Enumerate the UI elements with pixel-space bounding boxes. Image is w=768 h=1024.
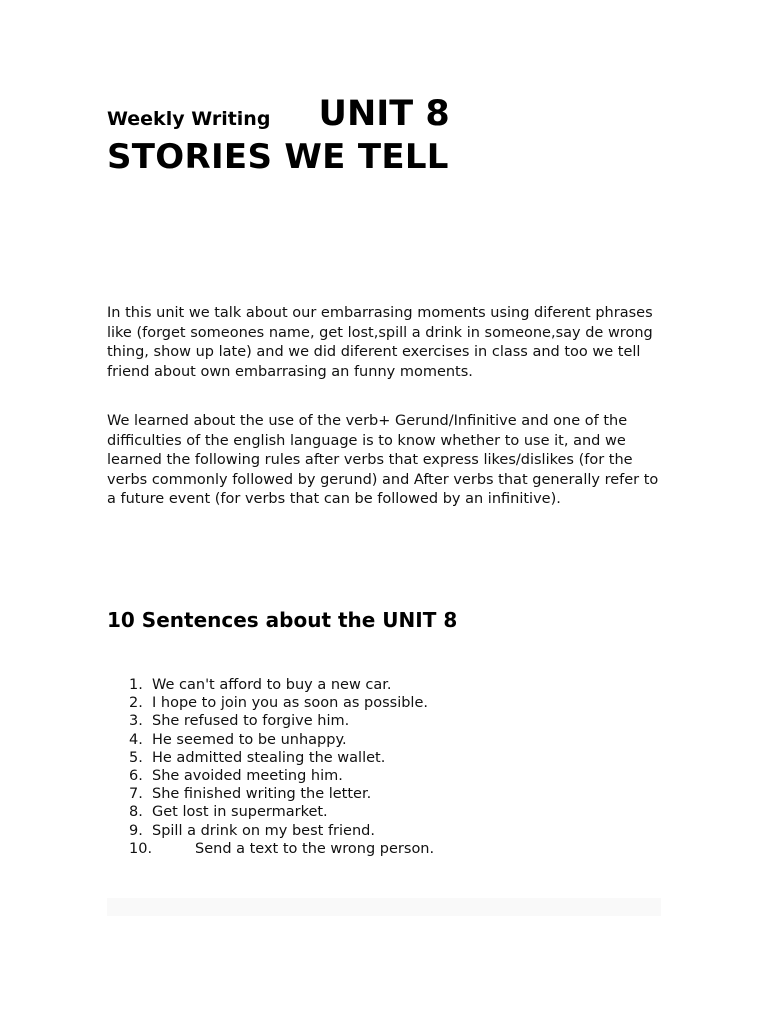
list-item-text: She avoided meeting him. xyxy=(152,768,343,785)
list-item xyxy=(129,712,434,730)
list-item-text: He seemed to be unhappy. xyxy=(152,731,347,748)
list-item-text: Spill a drink on my best friend. xyxy=(152,822,375,839)
section-title: 10 Sentences about the UNIT 8 xyxy=(107,608,458,632)
list-item-text: Get lost in supermarket. xyxy=(152,804,328,821)
list-item-text: She finished writing the letter. xyxy=(152,786,372,803)
list-item xyxy=(129,840,434,858)
list-item xyxy=(129,676,434,694)
list-item-number: 8. xyxy=(129,804,143,821)
footer-divider xyxy=(107,898,661,916)
list-item-number: 10. xyxy=(129,840,153,857)
list-item-text: She refused to forgive him. xyxy=(152,713,350,730)
unit-heading: UNIT 8 xyxy=(318,94,450,134)
list-item-number: 1. xyxy=(129,677,143,693)
list-item xyxy=(129,785,434,803)
page-title: STORIES WE TELL xyxy=(107,137,449,177)
list-item-text: We can't afford to buy a new car. xyxy=(152,677,392,693)
list-item-number: 7. xyxy=(129,786,143,803)
list-item-text: Send a text to the wrong person. xyxy=(195,840,435,857)
list-item xyxy=(129,767,434,785)
list-item xyxy=(129,803,434,821)
list-item-text: I hope to join you as soon as possible. xyxy=(152,695,428,712)
list-item-number: 2. xyxy=(129,695,143,712)
sentence-list xyxy=(129,676,434,858)
grammar-paragraph: We learned about the use of the verb+ Gerund/Infinitive and one of the difficulties of the english language is to know whether to use it, and we learned the following rules after verbs that express likes/dislikes (for the verbs commonly followed by gerund) and After verbs that generally refer to a future event (for verbs that can be followed by an infinitive). xyxy=(107,413,659,508)
list-item-number: 4. xyxy=(129,731,143,748)
list-item xyxy=(129,731,434,749)
list-item-number: 6. xyxy=(129,768,143,785)
list-item xyxy=(129,694,434,712)
intro-paragraph: In this unit we talk about our embarrasing moments using diferent phrases like (forget someones name, get lost,spill a drink in someone,say de wrong thing, show up late) and we did diferent exercises in class and too we tell friend about own embarrasing an funny moments. xyxy=(107,305,653,380)
header-line xyxy=(107,94,450,134)
weekly-writing-label: Weekly Writing xyxy=(107,108,271,130)
list-item-number: 5. xyxy=(129,749,143,766)
list-item xyxy=(129,749,434,767)
list-item xyxy=(129,822,434,840)
list-item-number: 3. xyxy=(129,713,143,730)
list-item-text: He admitted stealing the wallet. xyxy=(152,749,386,766)
list-item-number: 9. xyxy=(129,822,143,839)
